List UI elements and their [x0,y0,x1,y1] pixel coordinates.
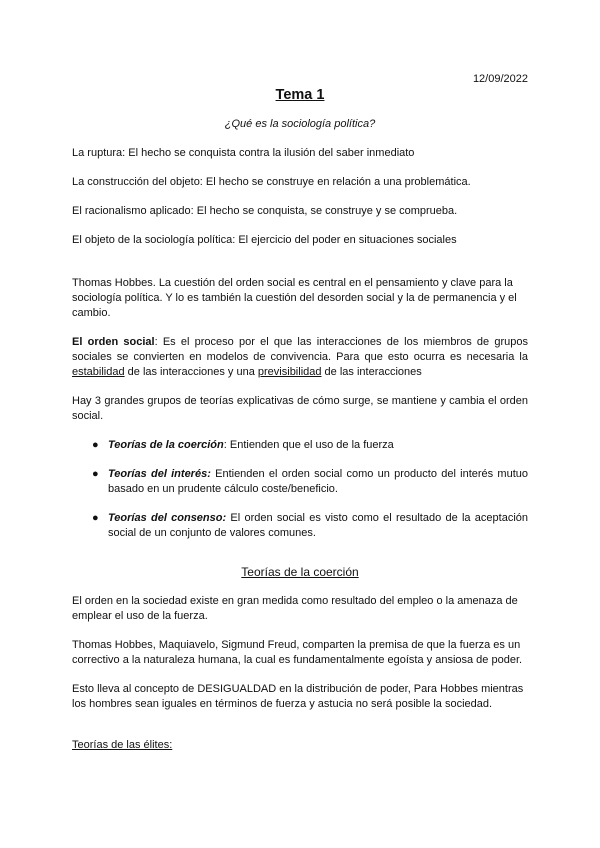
coercion-paragraph: Thomas Hobbes, Maquiavelo, Sigmund Freud, comparten la premisa de que la fuerza es un correctivo a la naturaleza humana, la cual es fundamentalmente egoísta y ansiosa de poder. [72,639,523,666]
bullet-icon: ● [92,512,99,524]
theory-name: Teorías del consenso: [108,512,227,524]
definition-objeto: El objeto de la sociología política: El ejercicio del poder en situaciones sociales [72,234,457,246]
bullet-icon: ● [92,468,99,480]
groups-intro: Hay 3 grandes grupos de teorías explicativas de cómo surge, se mantiene y cambia el orden social. [72,395,528,422]
theory-name: Teorías de la coerción [108,439,224,451]
theory-name: Teorías del interés: [108,468,211,480]
theory-text: Entienden el orden social como un producto del interés mutuo basado en un prudente cálculo coste/beneficio. [108,468,528,495]
estabilidad-term: estabilidad [72,366,125,378]
hobbes-paragraph: Thomas Hobbes. La cuestión del orden social es central en el pensamiento y clave para la sociología política. Y lo es también la cuestión del desorden social y la de permanencia y el cambio. [72,277,517,319]
definition-racionalismo: El racionalismo aplicado: El hecho se conquista, se construye y se comprueba. [72,205,458,217]
document-date: 12/09/2022 [472,73,528,85]
bullet-icon: ● [92,439,99,451]
document-title: Tema 1 [275,87,325,103]
coercion-paragraph: Esto lleva al concepto de DESIGUALDAD en la distribución de poder, Para Hobbes mientras los hombres sean iguales en términos de fuerza y astucia no será posible la sociedad. [72,683,524,710]
orden-social-text-3: de las interacciones [321,366,422,378]
orden-social-text-1: : Es el proceso por el que las interacciones de los miembros de grupos sociales se convierten en modelos de convivencia. Para que esto ocurra es necesaria la [72,336,528,363]
list-item [92,511,528,541]
theory-text: : Entienden que el uso de la fuerza [223,439,394,451]
coercion-section-heading: Teorías de la coerción [241,565,359,579]
orden-social-term: El orden social [72,336,155,348]
list-item [92,467,528,497]
definition-construccion: La construcción del objeto: El hecho se construye en relación a una problemática. [72,176,471,188]
elites-heading: Teorías de las élites: [72,739,173,751]
theory-text: El orden social es visto como el resultado de la aceptación social de un conjunto de valores comunes. [108,512,528,539]
list-item [92,438,528,453]
definition-ruptura: La ruptura: El hecho se conquista contra la ilusión del saber inmediato [72,147,415,159]
coercion-paragraph: El orden en la sociedad existe en gran medida como resultado del empleo o la amenaza de emplear el uso de la fuerza. [72,595,518,622]
orden-social-paragraph [72,335,528,380]
orden-social-text-2: de las interacciones y una [124,366,258,378]
theories-list [72,438,528,541]
document-subtitle: ¿Qué es la sociología política? [224,118,376,130]
previsibilidad-term: previsibilidad [257,366,322,378]
